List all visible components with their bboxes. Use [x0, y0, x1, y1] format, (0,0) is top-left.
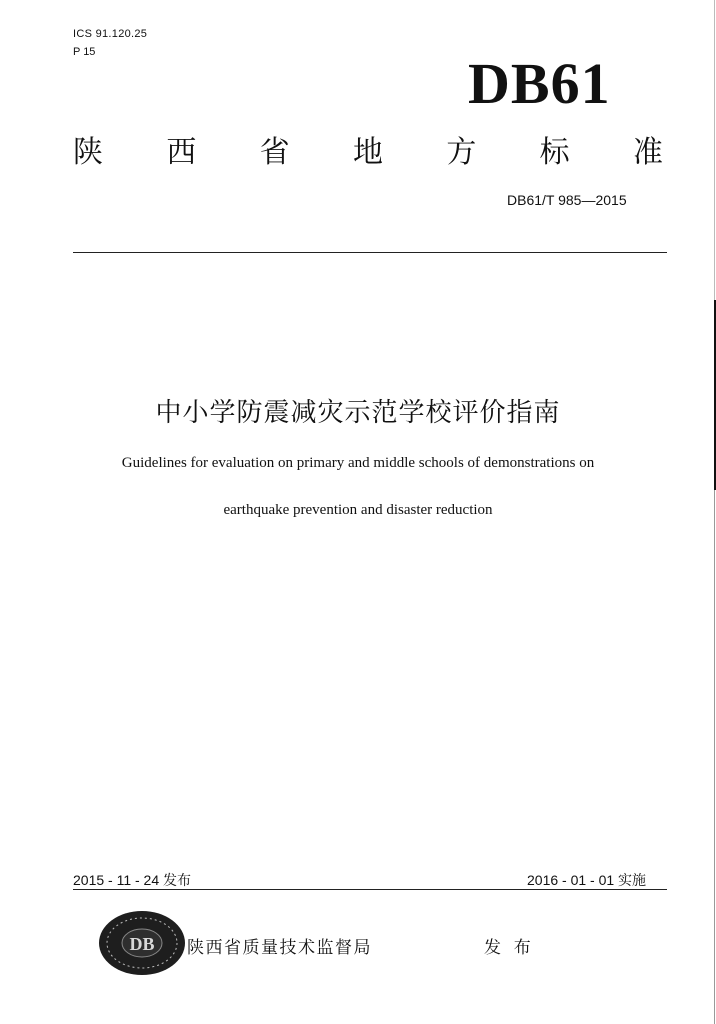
footer-divider	[73, 889, 667, 890]
title-char: 准	[632, 136, 663, 169]
svg-text:DB: DB	[129, 934, 155, 954]
document-title-chinese: 中小学防震减灾示范学校评价指南	[155, 398, 561, 428]
issuer-seal-icon	[98, 910, 186, 976]
publish-date: 2015 - 11 - 24 发布	[73, 872, 192, 888]
issue-label: 发 布	[484, 938, 535, 957]
classification-code: P 15	[73, 46, 96, 58]
title-char: 地	[352, 136, 383, 169]
ics-code: ICS 91.120.25	[73, 28, 148, 40]
document-title-english-line2: earthquake prevention and disaster reduction	[223, 502, 493, 518]
standard-number: DB61/T 985—2015	[507, 192, 627, 208]
title-char: 西	[166, 136, 197, 169]
standard-type-title	[73, 133, 663, 173]
title-char: 标	[539, 136, 570, 169]
implementation-date: 2016 - 01 - 01 实施	[527, 872, 647, 888]
title-char: 陕	[73, 136, 103, 169]
title-char: 省	[259, 136, 290, 169]
document-title-english-line1: Guidelines for evaluation on primary and middle schools of demonstrations on	[121, 455, 595, 471]
header-divider	[73, 252, 667, 253]
title-char: 方	[446, 136, 477, 169]
issuing-authority: 陕西省质量技术监督局	[187, 938, 372, 957]
scan-edge-shadow	[712, 0, 716, 1024]
standard-code-logo: DB61	[468, 51, 611, 116]
